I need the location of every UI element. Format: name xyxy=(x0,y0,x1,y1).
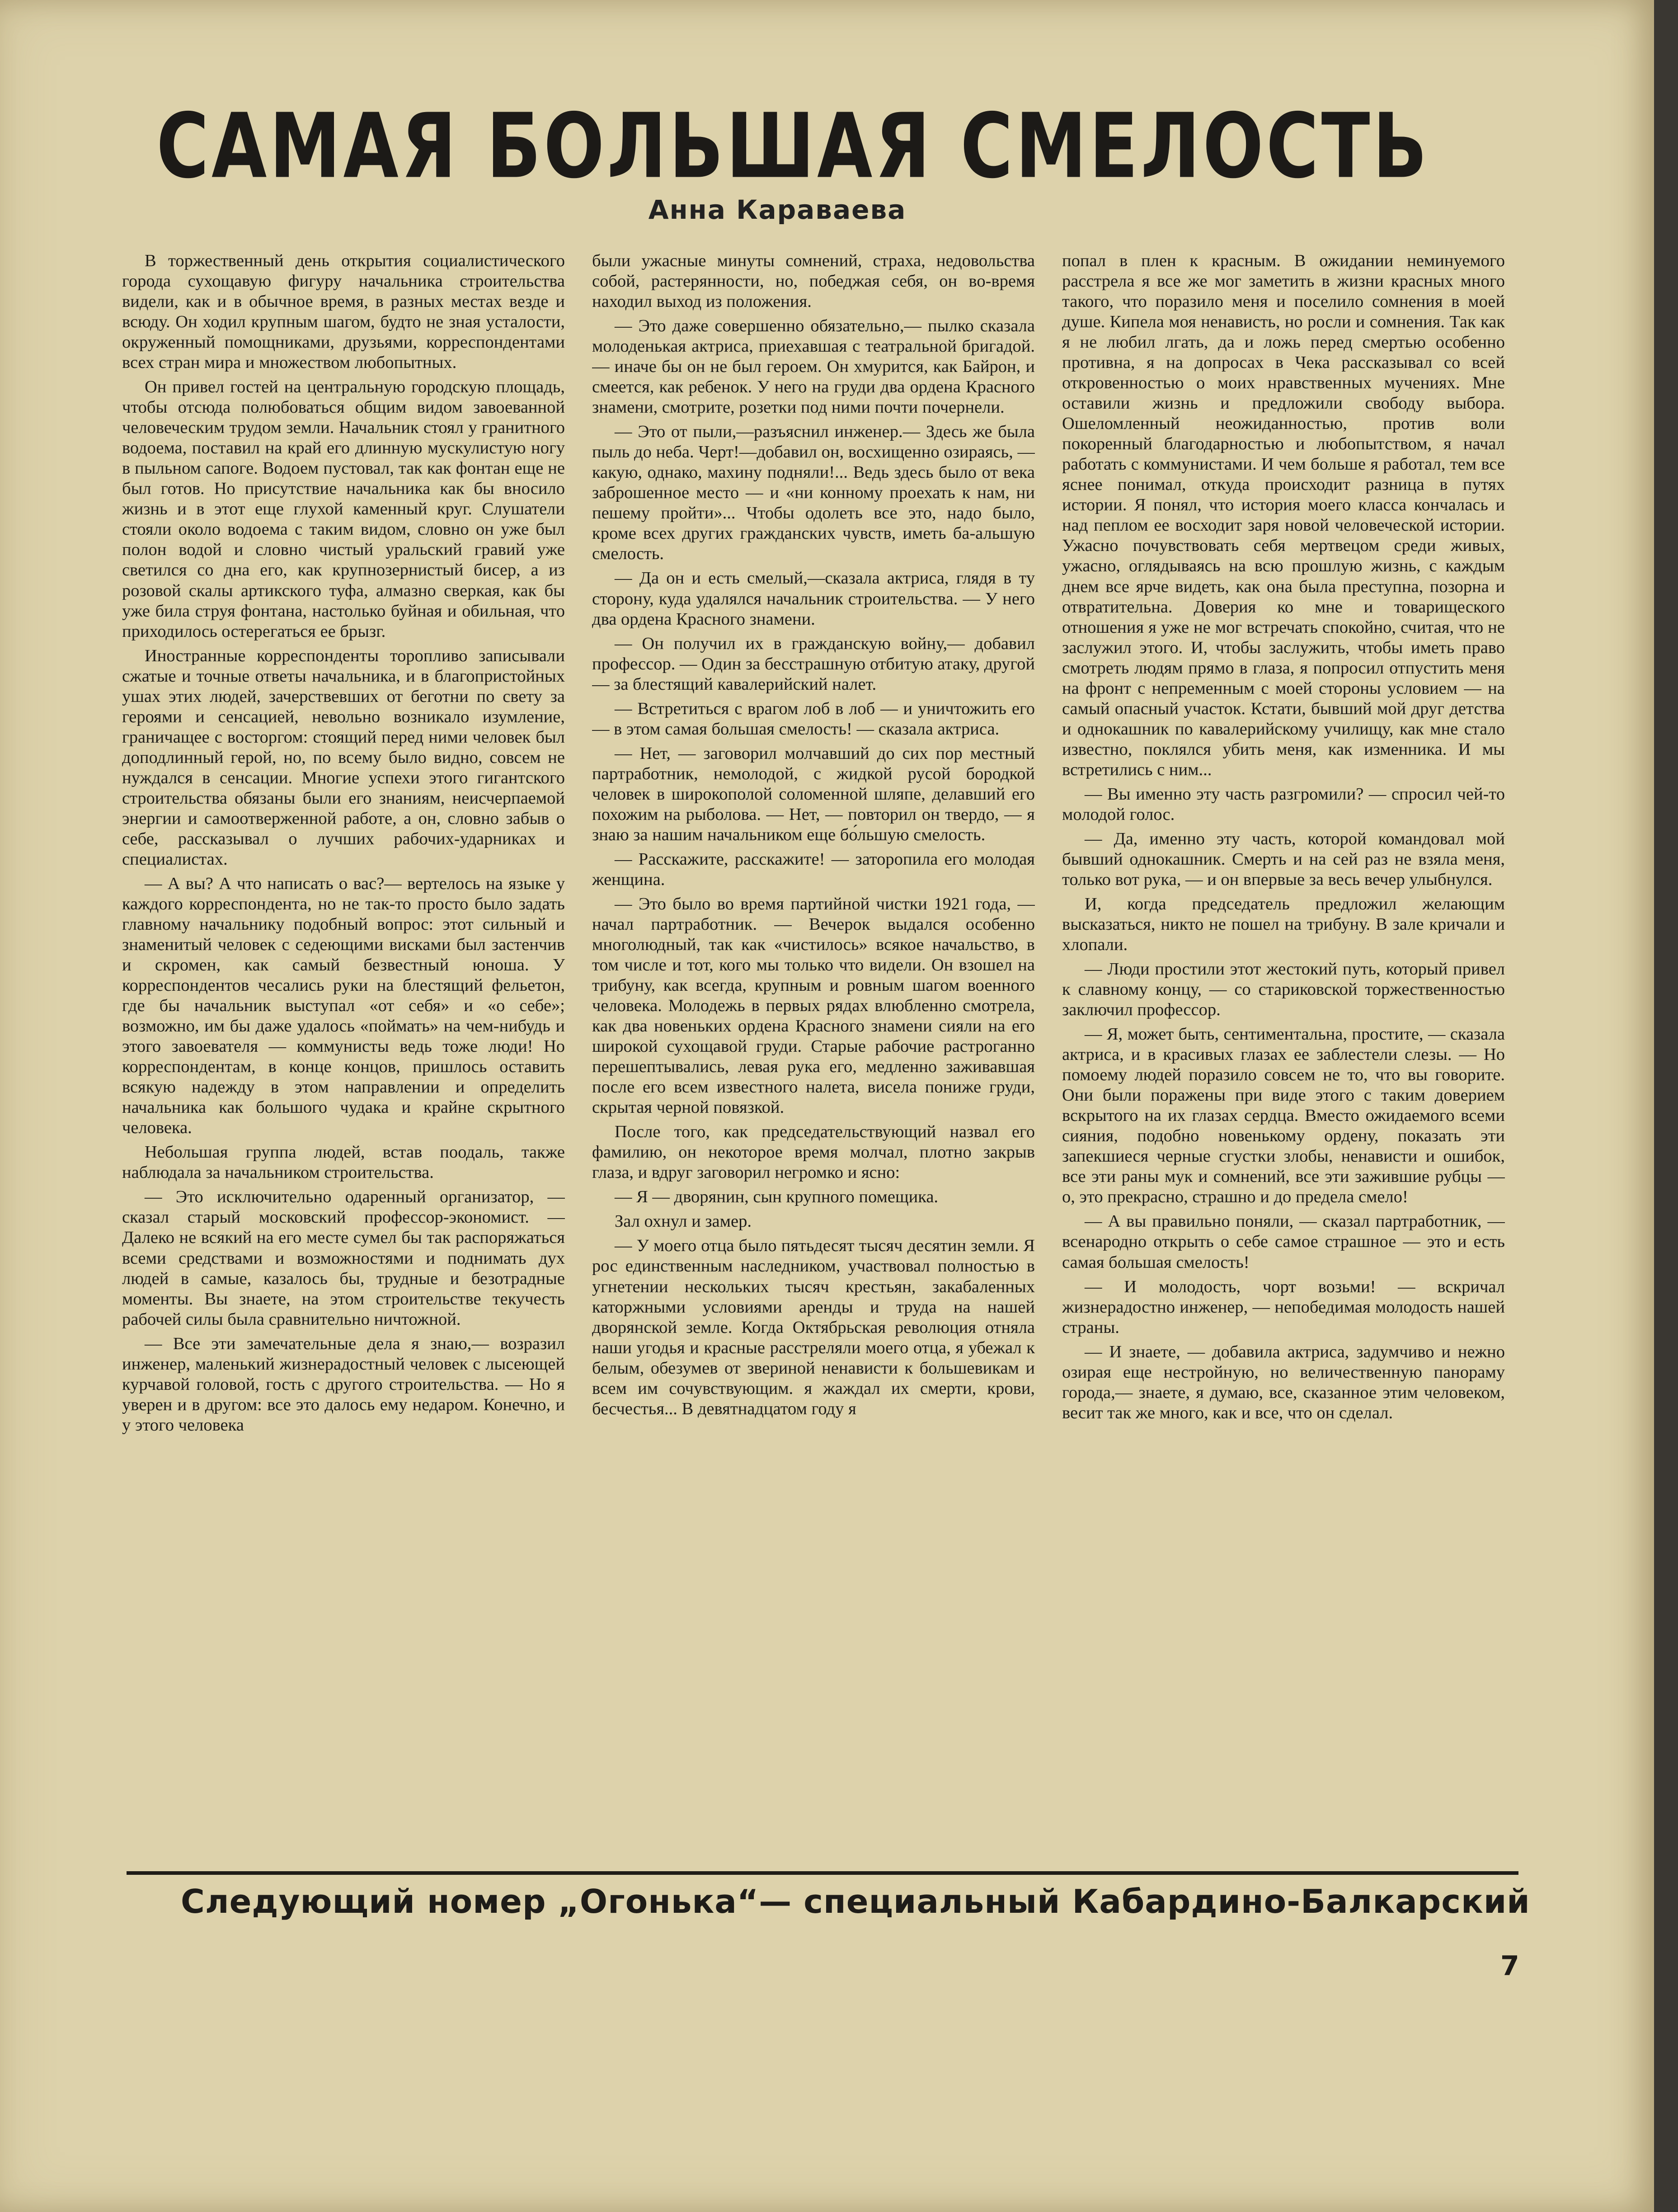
paragraph: попал в плен к красным. В ожидании неминуемого расстрела я все же мог заметить в жизни красных много такого, что поразило меня и поселило сомнения в моей душе. Кипела моя ненависть, но росли и сомнения. Так как я не любил лгать, да и ложь перед смертью особенно противна, я на допросах в Чека рассказывал со всей откровенностью о моих нравственных мучениях. Мне оставили жизнь и предложили свободу выбора. Ошеломленный неожиданностью, против воли покоренный благодарностью и любопытством, я начал работать с коммунистами. И чем больше я работал, тем все яснее понимал, откуда происходит разница в путях истории. Я понял, что история моего класса кончалась и над пеплом ее восходит заря новой человеческой истории. Ужасно почувствовать себя мертвецом среди живых, ужасно, оглядываясь на всю прошлую жизнь, с каждым днем все ярче видеть, как она была преступна, позорна и отвратительна. Доверия ко мне и товарищеского отношения я уже не мог встречать спокойно, считая, что не заслужил этого. И, чтобы заслужить, чтобы иметь право смотреть людям прямо в глаза, я попросил отпустить меня на фронт с непременным с моей стороны условием — на самый опасный участок. Кстати, бывший мой друг детства и однокашник по кавалерийскому училищу, как мне стало известно, поклялся убить меня, как изменника. И мы встретились с ним... xyxy=(1062,251,1505,779)
paragraph: Он привел гостей на центральную городскую площадь, чтобы отсюда полюбоваться общим видом завоеванной человеческим трудом земли. Начальник стоял у гранитного водоема, поставил на край его длинную мускулистую ногу в пыльном сапоге. Водоем пустовал, так как фонтан еще не был готов. Но присутствие начальника как бы вносило жизнь и в этот еще глухой каменный круг. Слушатели стояли около водоема с таким видом, словно он уже был полон водой и словно чистый уральский гравий уже светился со дна его, как крупнозернистый бисер, а из розовой скалы артикского туфа, алмазно сверкая, как бы уже била струя фонтана, настолько буйная и обильная, что приходилось остерегаться ее брызг. xyxy=(122,377,565,641)
article-body xyxy=(122,251,1505,1892)
paragraph: Иностранные корреспонденты торопливо записывали сжатые и точные ответы начальника, и в благопристойных ушах этих людей, зачерствевших от беготни по свету за героями и сенсацией, невольно возникало изумление, граничащее с восторгом: стоящий перед ними человек был доподлинный герой, но, по всему было видно, совсем не нуждался в сенсации. Многие успехи этого гигантского строительства обязаны были его знаниям, неисчерпаемой энергии и самоотверженной работе, а он, словно забыв о себе, рассказывал о лучших рабочих-ударниках и специалистах. xyxy=(122,646,565,869)
text-column-2 xyxy=(592,251,1035,1892)
paragraph: — Он получил их в гражданскую войну,— добавил профессор. — Один за бесстрашную отбитую атаку, другой — за блестящий кавалерийский налет. xyxy=(592,634,1035,694)
paragraph: — Вы именно эту часть разгромили? — спросил чей-то молодой голос. xyxy=(1062,784,1505,824)
paragraph: — А вы? А что написать о вас?— вертелось на языке у каждого корреспондента, но не так-то просто было задать главному начальнику подобный вопрос: этот сильный и знаменитый человек с седеющими висками был застенчив и скромен, как самый безвестный юноша. У корреспондентов чесались руки на блестящий фельетон, где бы начальник выступал «от себя» и «о себе»; возможно, им бы даже удалось «поймать» на чем-нибудь и этого завоевателя — коммунисты ведь тоже люди! Но корреспондентам, в конце концов, пришлось оставить всякую надежду в этом направлении и определить начальника как большого чудака и крайне скрытного человека. xyxy=(122,874,565,1138)
paragraph: — Люди простили этот жестокий путь, который привел к славному концу, — со стариковской торжественностью заключил профессор. xyxy=(1062,960,1505,1020)
next-issue-announcement: Следующий номер „Огонька“— специальный Кабардино-Балкарский xyxy=(181,1883,1530,1920)
article-title: САМАЯ БОЛЬШАЯ СМЕЛОСТЬ xyxy=(156,94,1430,198)
paragraph: — Это исключительно одаренный организатор, — сказал старый московский профессор-экономист. — Далеко не всякий на его месте сумел бы так распоряжаться всеми средствами и возможностями и поднимать дух людей в самые, казалось бы, трудные и безотрадные моменты. Вы знаете, на этом строительстве текучесть рабочей силы была сравнительно ничтожной. xyxy=(122,1187,565,1329)
paragraph: — У моего отца было пятьдесят тысяч десятин земли. Я рос единственным наследником, участвовал полностью в угнетении нескольких тысяч крестьян, закабаленных каторжными условиями аренды и труда на нашей дворянской земле. Когда Октябрьская революция отняла наши угодья и красные расстреляли моего отца, я убежал к белым, обезумев от звериной ненависти к большевикам и всем им сочувствующим. я жаждал их смерти, крови, бесчестья... В девятнадцатом году я xyxy=(592,1236,1035,1418)
paragraph: — Я, может быть, сентиментальна, простите, — сказала актриса, и в красивых глазах ее заблестели слезы. — Но помоему людей поразило совсем не то, что вы говорите. Они были поражены при виде этого с таким доверием вскрытого на их глазах сердца. Вместо ожидаемого всеми сияния, подобно новенькому ордену, показать эти запекшиеся черные сгустки злобы, ненависти и ошибок, все эти раны мук и сомнений, все эти зажившие рубцы — о, это прекрасно, страшно и до предела смело! xyxy=(1062,1025,1505,1207)
paragraph: — Это от пыли,—разъяснил инженер.— Здесь же была пыль до неба. Черт!—добавил он, восхищенно озираясь, — какую, однако, махину подняли!... Ведь здесь было от века заброшенное место — и «ни конному проехать к нам, ни пешему пройти»... Чтобы одолеть все это, надо было, кроме всех других гражданских чувств, иметь ба-альшую смелость. xyxy=(592,422,1035,564)
paragraph: — Это было во время партийной чистки 1921 года, — начал партработник. — Вечерок выдался особенно многолюдный, так как «чистилось» всякое начальство, в том числе и тот, кого мы только что видели. Он взошел на трибуну, как всегда, крупным и ровным шагом военного человека. Молодежь в первых рядах влюбленно смотрела, как два новеньких ордена Красного знамени сияли на его широкой сухощавой груди. Старые рабочие растроганно перешептывались, левая рука его, медленно заживавшая после его всем известного налета, висела пониже груди, скрытая черной повязкой. xyxy=(592,894,1035,1117)
paragraph: — Встретиться с врагом лоб в лоб — и уничтожить его — в этом самая большая смелость! — сказала актриса. xyxy=(592,699,1035,739)
paragraph: И, когда председатель предложил желающим высказаться, никто не пошел на трибуну. В зале кричали и хлопали. xyxy=(1062,894,1505,955)
paragraph: — А вы правильно поняли, — сказал партработник, — всенародно открыть о себе самое страшное — это и есть самая большая смелость! xyxy=(1062,1212,1505,1272)
paragraph: — Да, именно эту часть, которой командовал мой бывший однокашник. Смерть и на сей раз не взяла меня, только вот рука, — и он впервые за весь вечер улыбнулся. xyxy=(1062,829,1505,889)
paragraph: — И знаете, — добавила актриса, задумчиво и нежно озирая еще нестройную, но величественную панораму города,— знаете, я думаю, все, сказанное этим человеком, весит так же много, как и все, что он сделал. xyxy=(1062,1342,1505,1422)
paragraph: В торжественный день открытия социалистического города сухощавую фигуру начальника строительства видели, как и в обычное время, в разных местах везде и всюду. Он ходил крупным шагом, будто не зная усталости, окруженный помощниками, друзьями, корреспондентами всех стран мира и множеством любопытных. xyxy=(122,251,565,372)
text-column-3 xyxy=(1062,251,1505,1892)
paragraph: Небольшая группа людей, встав поодаль, также наблюдала за начальником строительства. xyxy=(122,1143,565,1182)
paragraph: Зал охнул и замер. xyxy=(615,1212,752,1231)
paragraph: — Все эти замечательные дела я знаю,— возразил инженер, маленький жизнерадостный человек с лысеющей курчавой головой, гость с другого строительства. — Но я уверен и в другом: все это далось ему недаром. Конечно, и у этого человека xyxy=(122,1334,565,1435)
paragraph: — Я — дворянин, сын крупного помещика. xyxy=(615,1187,939,1207)
footer-divider xyxy=(127,1871,1518,1875)
paragraph: — Нет, — заговорил молчавший до сих пор местный партработник, немолодой, с жидкой русой бородкой человек в широкополой соломенной шляпе, делавший его похожим на рыболова. — Нет, — повторил он твердо, — я знаю за нашим начальником еще бо́льшую смелость. xyxy=(592,744,1035,844)
paragraph: — Расскажите, расскажите! — заторопила его молодая женщина. xyxy=(592,849,1035,889)
paragraph: — Это даже совершенно обязательно,— пылко сказала молоденькая актриса, приехавшая с театральной бригадой. — иначе бы он не был героем. Он хмурится, как Байрон, и смеется, как ребенок. У него на груди два ордена Красного знамени, смотрите, розетки под ними почти почернели. xyxy=(592,316,1035,417)
text-column-1 xyxy=(122,251,565,1892)
scan-edge xyxy=(1654,0,1678,2212)
paragraph: — Да он и есть смелый,—сказала актриса, глядя в ту сторону, куда удалялся начальник строительства. — У него два ордена Красного знамени. xyxy=(592,569,1035,629)
paragraph: были ужасные минуты сомнений, страха, недовольства собой, растерянности, но, победжая себя, он во-время находил выход из положения. xyxy=(592,251,1035,311)
page-number: 7 xyxy=(1500,1950,1519,1982)
paragraph: После того, как председательствующий назвал его фамилию, он некоторое время молчал, плотно закрыв глаза, и вдруг заговорил негромко и ясно: xyxy=(592,1122,1035,1182)
article-author: Анна Караваева xyxy=(648,194,907,225)
paragraph: — И молодость, чорт возьми! — вскричал жизнерадостно инженер, — непобедимая молодость нашей страны. xyxy=(1062,1277,1505,1337)
